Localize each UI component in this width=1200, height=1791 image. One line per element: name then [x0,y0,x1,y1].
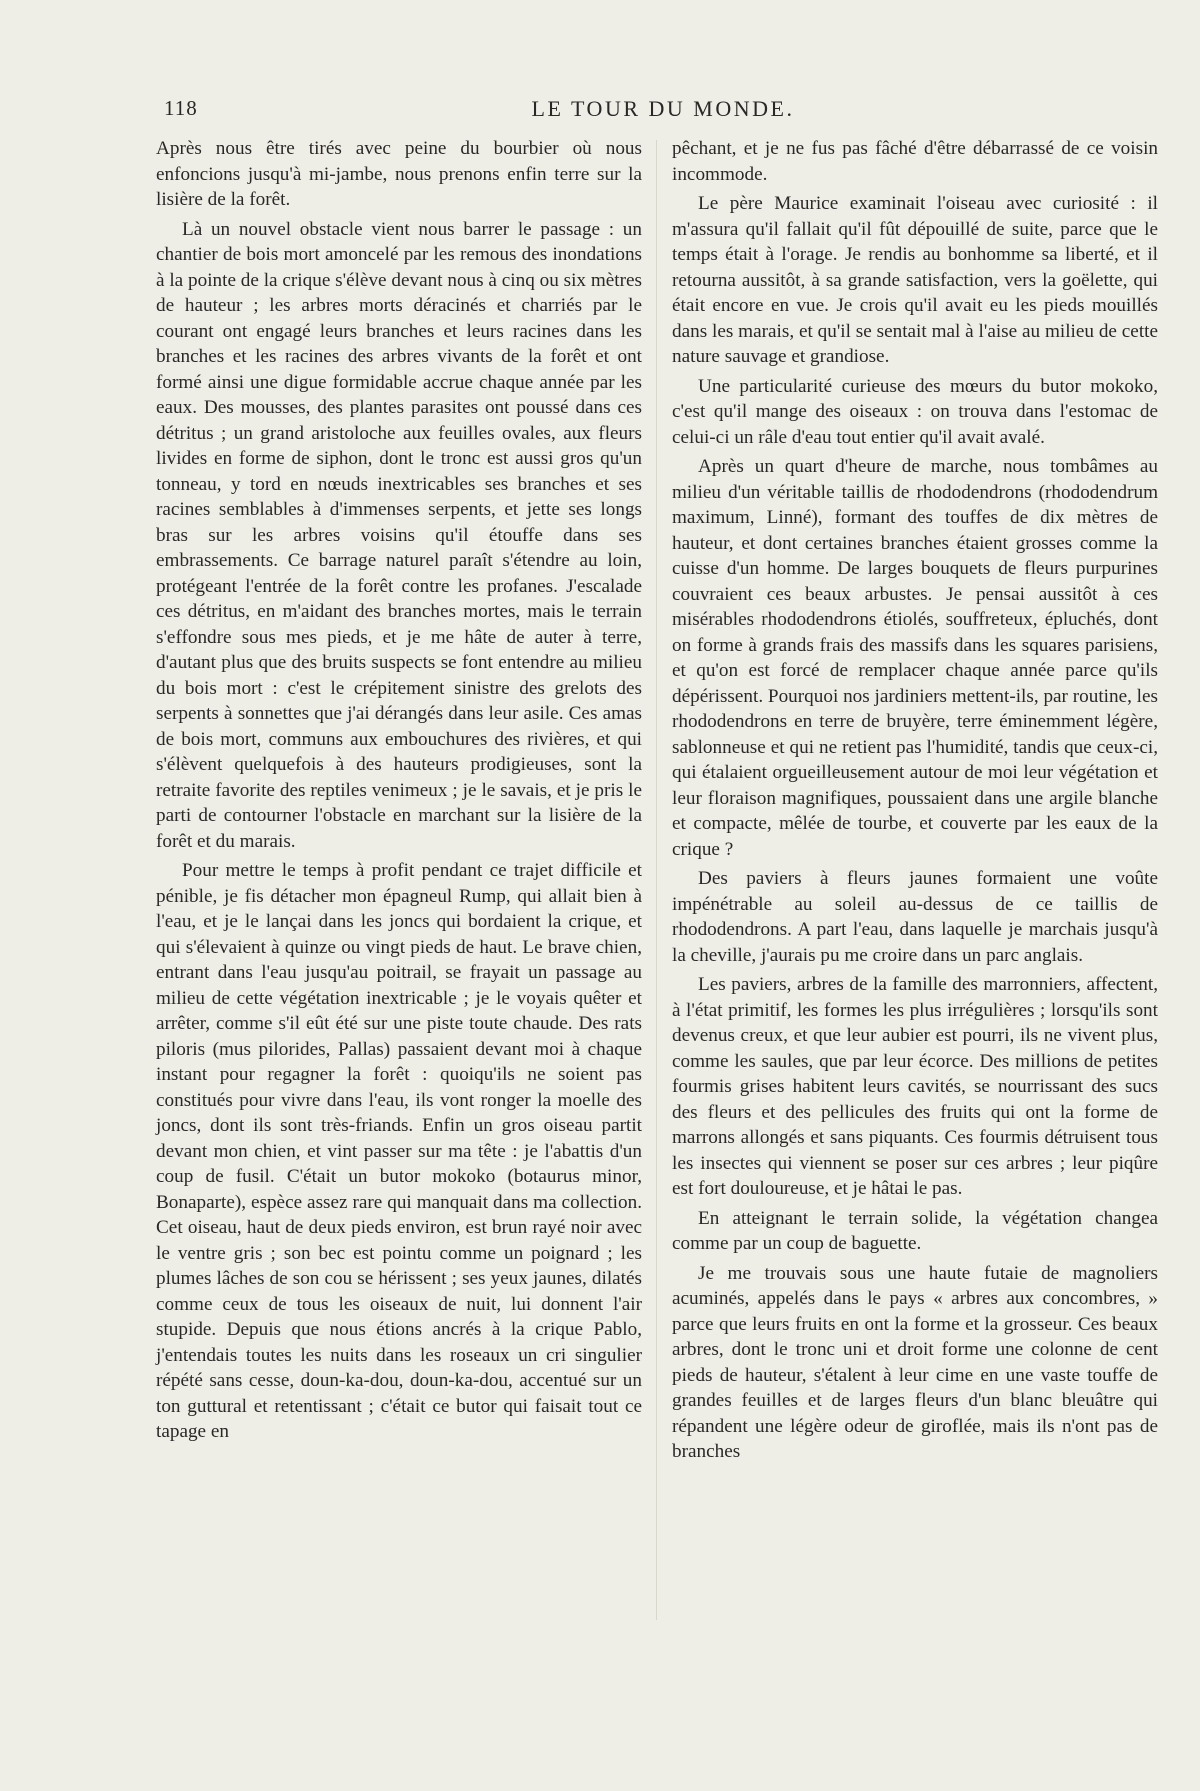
right-column [672,136,1158,1469]
paragraph: Le père Maurice examinait l'oiseau avec curiosité : il m'assura qu'il fallait qu'il fût dépouillé de suite, parce que le temps était à l'orage. Je rendis au bonhomme sa liberté, et il retourna aussitôt, à sa grande satisfaction, vers la goëlette, qui était encore en vue. Je crois qu'il avait eu les pieds mouillés dans les marais, et qu'il se sentait mal à l'aise au milieu de cette nature sauvage et grandiose. [672,193,1158,367]
paragraph: Après nous être tirés avec peine du bourbier où nous enfoncions jusqu'à mi-jambe, nous prenons enfin terre sur la lisière de la forêt. [156,138,642,210]
page-header [164,96,1162,130]
paragraph: Je me trouvais sous une haute futaie de magnoliers acuminés, appelés dans le pays « arbres aux concombres, » parce que leurs fruits en ont la forme et la grosseur. Ces beaux arbres, dont le tronc uni et droit forme une colonne de cent pieds de hauteur, s'étalent à leur cime en une vaste touffe de grandes feuilles et de larges fleurs d'un blanc bleuâtre qui répandent une légère odeur de giroflée, mais ils n'ont pas de branches [672,1262,1158,1462]
page-number: 118 [164,96,198,120]
running-title: LE TOUR DU MONDE. [531,96,795,121]
paragraph: Pour mettre le temps à profit pendant ce trajet difficile et pénible, je fis détacher mon épagneul Rump, qui allait bien à l'eau, et je le lançai dans les joncs qui bordaient la crique, et qui s'élevaient à quinze ou vingt pieds de haut. Le brave chien, entrant dans l'eau jusqu'au poitrail, se frayait un passage au milieu de cette végétation inextricable ; je le voyais quêter et arrêter, comme s'il eût été sur une piste toute chaude. Des rats piloris (mus pilorides, Pallas) passaient devant moi à chaque instant pour regagner la forêt : quoiqu'ils ne soient pas constitués pour vivre dans l'eau, ils vont ronger la moelle des joncs, dont ils sont très-friands. Enfin un gros oiseau partit devant mon chien, et vint passer sur ma tête : je l'abattis d'un coup de fusil. C'était un butor mokoko (botaurus minor, Bonaparte), espèce assez rare qui manquait dans ma collection. Cet oiseau, haut de deux pieds environ, est brun rayé noir avec le ventre gris ; son bec est pointu comme un poignard ; les plumes lâches de son cou se hérissent ; ses yeux jaunes, dilatés comme ceux de tous les oiseaux de nuit, lui donnent l'air stupide. Depuis que nous étions ancrés à la crique Pablo, j'entendais toutes les nuits dans les roseaux un cri singulier répété sans cesse, doun-ka-dou, doun-ka-dou, accentué sur un ton guttural et retentissant ; c'était ce butor qui faisait tout ce tapage en [156,860,642,1442]
paragraph: Une particularité curieuse des mœurs du butor mokoko, c'est qu'il mange des oiseaux : on trouva dans l'estomac de celui-ci un râle d'eau tout entier qu'il avait avalé. [672,375,1158,448]
paragraph: pêchant, et je ne fus pas fâché d'être débarrassé de ce voisin incommode. [672,138,1158,185]
paragraph: Là un nouvel obstacle vient nous barrer le passage : un chantier de bois mort amoncelé par les remous des inondations à la pointe de la crique s'élève devant nous à cinq ou six mètres de hauteur ; les arbres morts déracinés et charriés par le courant ont engagé leurs branches et leurs racines dans les branches et les racines des arbres vivants de la forêt et ont formé ainsi une digue formidable accrue chaque année par les eaux. Des mousses, des plantes parasites ont poussé dans ces détritus ; un grand aristoloche aux feuilles ovales, aux fleurs livides en forme de siphon, dont le tronc est aussi gros qu'un tonneau, y tord en nœuds inextricables ses branches et ses racines semblables à d'immenses serpents, et jette ses longs bras sur les arbres voisins qu'il étouffe dans ses embrassements. Ce barrage naturel paraît s'étendre au loin, protégeant l'entrée de la forêt contre les profanes. J'escalade ces détritus, en m'aidant des branches mortes, mais le terrain s'effondre sous mes pieds, et je me hâte de auter à terre, d'autant plus que des bruits suspects se font entendre au milieu du bois mort : c'est le crépitement sinistre des grelots des serpents à sonnettes que j'ai dérangés dans leur asile. Ces amas de bois mort, communs aux embouchures des rivières, et qui s'élèvent quelquefois à des hauteurs prodigieuses, sont la retraite favorite des reptiles venimeux ; je le savais, et je pris le parti de contourner l'obstacle en marchant sur la lisière de la forêt et du marais. [156,218,642,852]
left-column [156,136,642,1449]
paragraph: En atteignant le terrain solide, la végétation changea comme par un coup de baguette. [672,1207,1158,1254]
paragraph: Après un quart d'heure de marche, nous tombâmes au milieu d'un véritable taillis de rhododendrons (rhododendrum maximum, Linné), formant des touffes de dix mètres de hauteur, et dont certaines branches étaient grosses comme la cuisse d'un homme. De larges bouquets de fleurs purpurines couvraient ces beaux arbustes. Je pensai aussitôt à ces misérables rhododendrons étiolés, souffreteux, épluchés, dont on forme à grands frais des massifs dans les squares parisiens, et qu'on est forcé de remplacer chaque année parce qu'ils dépérissent. Pourquoi nos jardiniers mettent-ils, par routine, les rhododendrons en terre de bruyère, terre éminemment légère, sablonneuse et qui ne retient pas l'humidité, tandis que ceux-ci, qui étalaient orgueilleusement autour de moi leur végétation et leur floraison magnifiques, poussaient dans une argile blanche et compacte, mêlée de tourbe, et couverte par les eaux de la crique ? [672,456,1158,860]
paragraph: Des paviers à fleurs jaunes formaient une voûte impénétrable au soleil au-dessus de ce taillis de rhododendrons. A part l'eau, dans laquelle je marchais jusqu'à la cheville, j'aurais pu me croire dans un parc anglais. [672,868,1158,966]
paragraph: Les paviers, arbres de la famille des marronniers, affectent, à l'état primitif, les formes les plus irrégulières ; lorsqu'ils sont devenus creux, et que leur aubier est pourri, ils ne vivent plus, comme les saules, que par leur écorce. Des millions de petites fourmis grises habitent leurs cavités, se nourrissant des sucs des fleurs et des pellicules des fruits qui ont la forme de marrons allongés et sans piquants. Ces fourmis détruisent tous les insectes qui viennent se poser sur ces arbres ; leur piqûre est fort douloureuse, et je hâtai le pas. [672,974,1158,1199]
column-divider [656,140,657,1620]
